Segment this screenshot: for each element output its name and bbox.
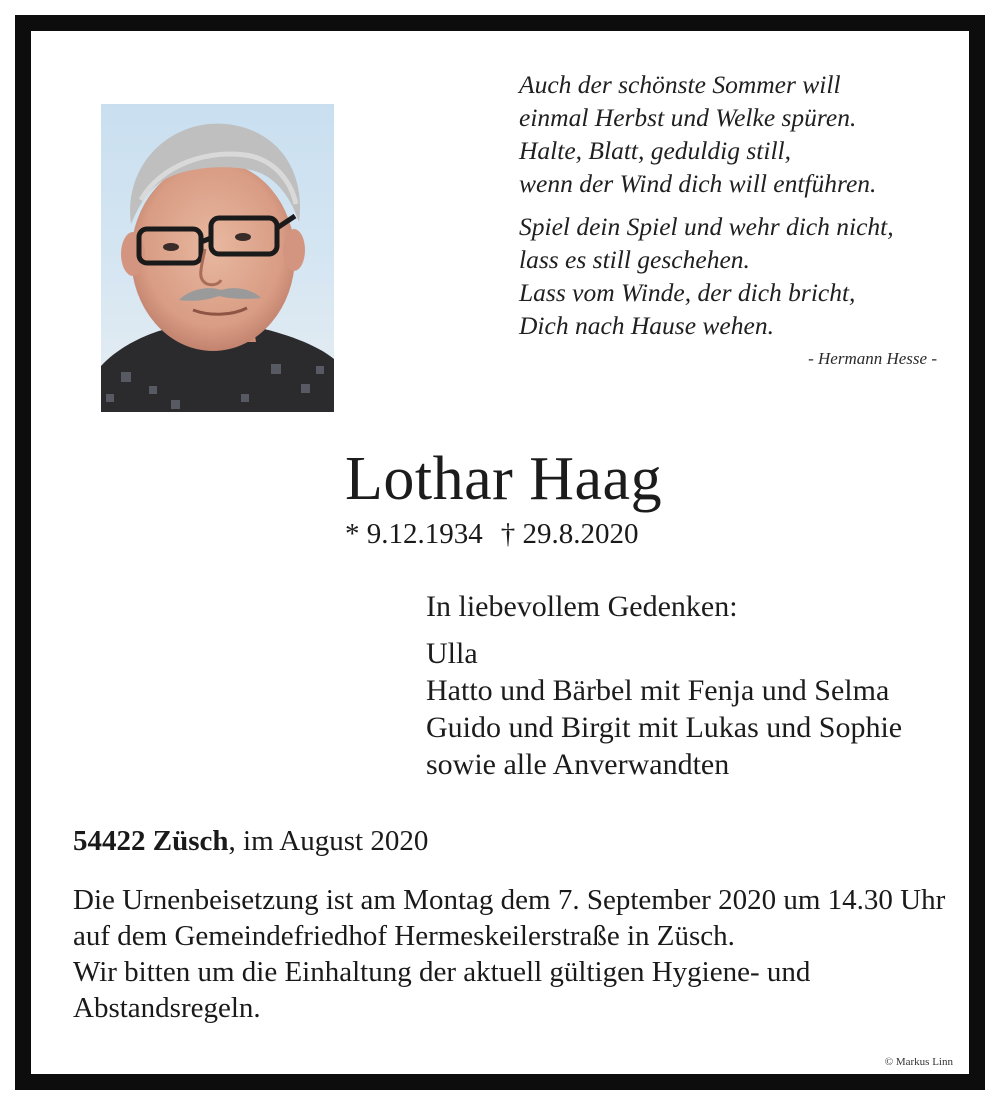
obituary-notice <box>15 15 985 1090</box>
poem-line: Spiel dein Spiel und wehr dich nicht, <box>519 212 894 241</box>
hygiene-request: Wir bitten um die Einhaltung der aktuell gültigen Hygiene- und Abstandsregeln. <box>73 956 811 1024</box>
poem-line: Halte, Blatt, geduldig still, <box>519 136 791 165</box>
burial-text: Die Urnenbeisetzung ist am Montag dem 7. September 2020 um 14.30 Uhr auf dem Gemeindefriedhof Hermeskeilerstraße in Züsch. <box>73 884 946 952</box>
poem-line: wenn der Wind dich will entführen. <box>519 169 877 198</box>
portrait-illustration <box>101 104 334 412</box>
poem <box>519 68 979 342</box>
copyright-notice: © Markus Linn <box>884 1056 953 1068</box>
poem-line: Dich nach Hause wehen. <box>519 311 774 340</box>
poem-line: Auch der schönste Sommer will <box>519 70 841 99</box>
poem-stanza <box>519 68 979 200</box>
place-date: , im August 2020 <box>228 825 429 857</box>
poem-line: einmal Herbst und Welke spüren. <box>519 103 857 132</box>
poem-line: Lass vom Winde, der dich bricht, <box>519 278 856 307</box>
poem-stanza <box>519 210 979 342</box>
mourner-entry: Guido und Birgit mit Lukas und Sophie <box>426 711 903 744</box>
mourner-entry: Hatto und Bärbel mit Fenja und Selma <box>426 674 890 707</box>
portrait-photo <box>101 104 334 412</box>
deceased-name: Lothar Haag <box>345 445 663 513</box>
place-location: 54422 Züsch <box>73 825 229 857</box>
mourners-heading: In liebevollem Gedenken: <box>426 590 738 623</box>
poem-line: lass es still geschehen. <box>519 245 750 274</box>
death-date: † 29.8.2020 <box>500 518 639 550</box>
mourner-entry: Ulla <box>426 637 478 670</box>
poem-author: - Hermann Hesse - <box>808 349 937 368</box>
birth-date: * 9.12.1934 <box>345 518 483 550</box>
life-dates <box>345 516 639 552</box>
place-date-line <box>73 823 428 859</box>
mourners-block <box>426 588 902 783</box>
burial-info <box>73 882 953 1026</box>
mourner-entry: sowie alle Anverwandten <box>426 748 730 781</box>
